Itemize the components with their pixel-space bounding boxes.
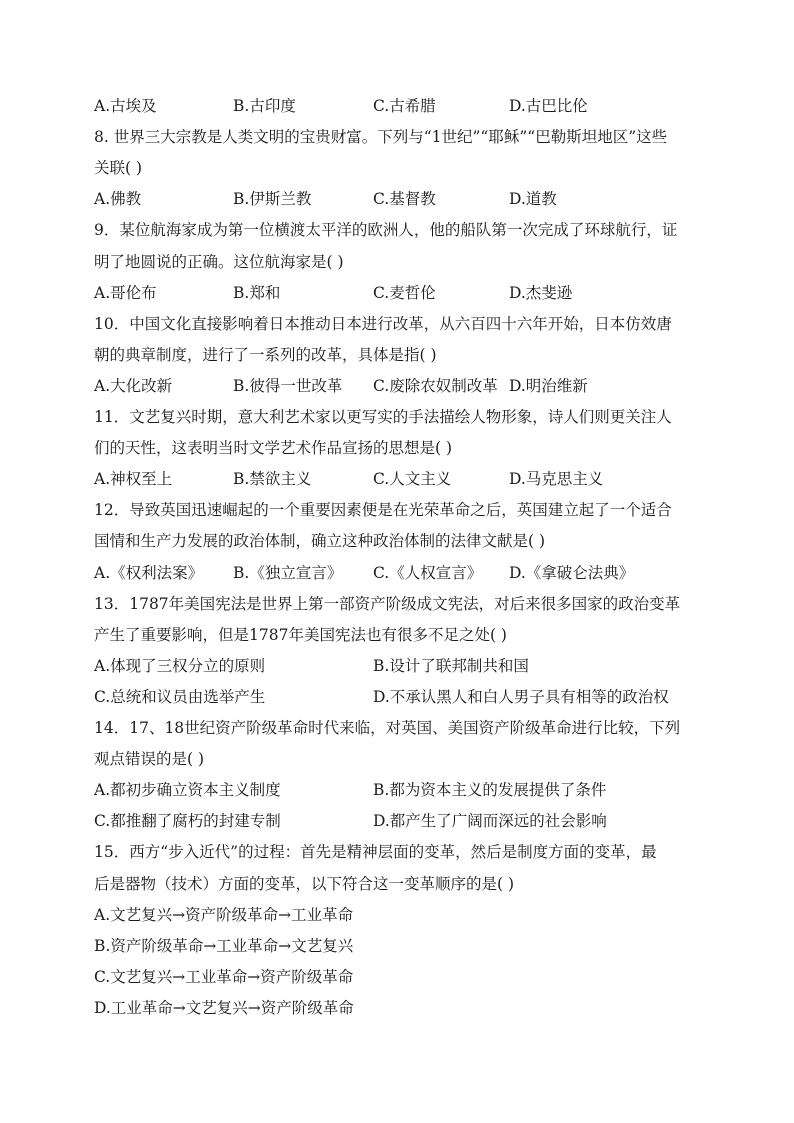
answer-option: D.明治维新: [509, 377, 588, 395]
answer-option: B.设计了联邦制共和国: [373, 657, 529, 675]
answer-option: D.都产生了广阔而深远的社会影响: [373, 812, 607, 830]
question-line: 10．中国文化直接影响着日本推动日本进行改革，从六百四十六年开始，日本仿效唐: [94, 315, 672, 333]
answer-option: D.《拿破仑法典》: [509, 564, 635, 582]
question-line: 14．17、18世纪资产阶级革命时代来临，对英国、美国资产阶级革命进行比较，下列: [94, 719, 681, 737]
answer-option: B.都为资本主义的发展提供了条件: [373, 781, 607, 799]
answer-option: B.伊斯兰教: [233, 190, 312, 208]
question-line: A.文艺复兴→资产阶级革命→工业革命: [94, 906, 354, 924]
question-line: 12．导致英国迅速崛起的一个重要因素便是在光荣革命之后，英国建立起了一个适合: [94, 501, 672, 519]
question-line: 9．某位航海家成为第一位横渡太平洋的欧洲人，他的船队第一次完成了环球航行，证: [94, 221, 678, 239]
question-line: 8. 世界三大宗教是人类文明的宝贵财富。下列与“1世纪”“耶稣”“巴勒斯坦地区”这些: [94, 128, 668, 146]
question-line: C.文艺复兴→工业革命→资产阶级革命: [94, 968, 354, 986]
question-line: 们的天性，这表明当时文学艺术作品宣扬的思想是( ): [94, 439, 453, 457]
answer-option: A.《权利法案》: [94, 564, 204, 582]
question-line: B.资产阶级革命→工业革命→文艺复兴: [94, 937, 354, 955]
question-line: D.工业革命→文艺复兴→资产阶级革命: [94, 999, 354, 1017]
options-row: [94, 687, 704, 707]
answer-option: C.基督教: [373, 190, 436, 208]
answer-option: C.废除农奴制改革: [373, 377, 498, 395]
answer-option: D.杰斐逊: [509, 284, 573, 302]
question-line: 11．文艺复兴时期，意大利艺术家以更写实的手法描绘人物形象，诗人们则更关注人: [94, 408, 672, 426]
answer-option: C.麦哲伦: [373, 284, 436, 302]
answer-option: A.哥伦布: [94, 284, 157, 302]
question-line: 观点错误的是( ): [94, 750, 205, 768]
answer-option: B.古印度: [233, 97, 296, 115]
options-row: [94, 189, 704, 209]
answer-option: C.人文主义: [373, 470, 452, 488]
answer-option: A.都初步确立资本主义制度: [94, 781, 281, 799]
answer-option: A.神权至上: [94, 470, 173, 488]
question-line: 国情和生产力发展的政治体制，确立这种政治体制的法律文献是( ): [94, 532, 546, 550]
answer-option: B.郑和: [233, 284, 281, 302]
question-line: 明了地圆说的正确。这位航海家是( ): [94, 253, 344, 271]
answer-option: B.《独立宣言》: [233, 564, 343, 582]
options-row: [94, 811, 704, 831]
answer-option: C.《人权宣言》: [373, 564, 483, 582]
question-line: 关联( ): [94, 159, 143, 177]
answer-option: D.古巴比伦: [509, 97, 588, 115]
options-row: [94, 563, 704, 583]
answer-option: A.佛教: [94, 190, 142, 208]
answer-option: A.体现了三权分立的原则: [94, 657, 266, 675]
options-row: [94, 780, 704, 800]
answer-option: A.大化改新: [94, 377, 173, 395]
answer-option: B.彼得一世改革: [233, 377, 343, 395]
question-line: 产生了重要影响，但是1787年美国宪法也有很多不足之处( ): [94, 626, 507, 644]
options-row: [94, 469, 704, 489]
answer-option: C.古希腊: [373, 97, 436, 115]
answer-option: C.总统和议员由选举产生: [94, 688, 266, 706]
answer-option: C.都推翻了腐朽的封建专制: [94, 812, 281, 830]
options-row: [94, 283, 704, 303]
answer-option: D.不承认黑人和白人男子具有相等的政治权: [373, 688, 669, 706]
answer-option: D.道教: [509, 190, 557, 208]
options-row: [94, 656, 704, 676]
options-row: [94, 96, 704, 116]
answer-option: A.古埃及: [94, 97, 157, 115]
question-line: 后是器物（技术）方面的变革，以下符合这一变革顺序的是( ): [94, 875, 515, 893]
answer-option: D.马克思主义: [509, 470, 604, 488]
answer-option: B.禁欲主义: [233, 470, 312, 488]
options-row: [94, 376, 704, 396]
question-line: 朝的典章制度，进行了一系列的改革，具体是指( ): [94, 346, 437, 364]
question-line: 13．1787年美国宪法是世界上第一部资产阶级成文宪法，对后来很多国家的政治变革: [94, 595, 681, 613]
question-line: 15．西方“步入近代”的过程：首先是精神层面的变革，然后是制度方面的变革，最: [94, 843, 657, 861]
